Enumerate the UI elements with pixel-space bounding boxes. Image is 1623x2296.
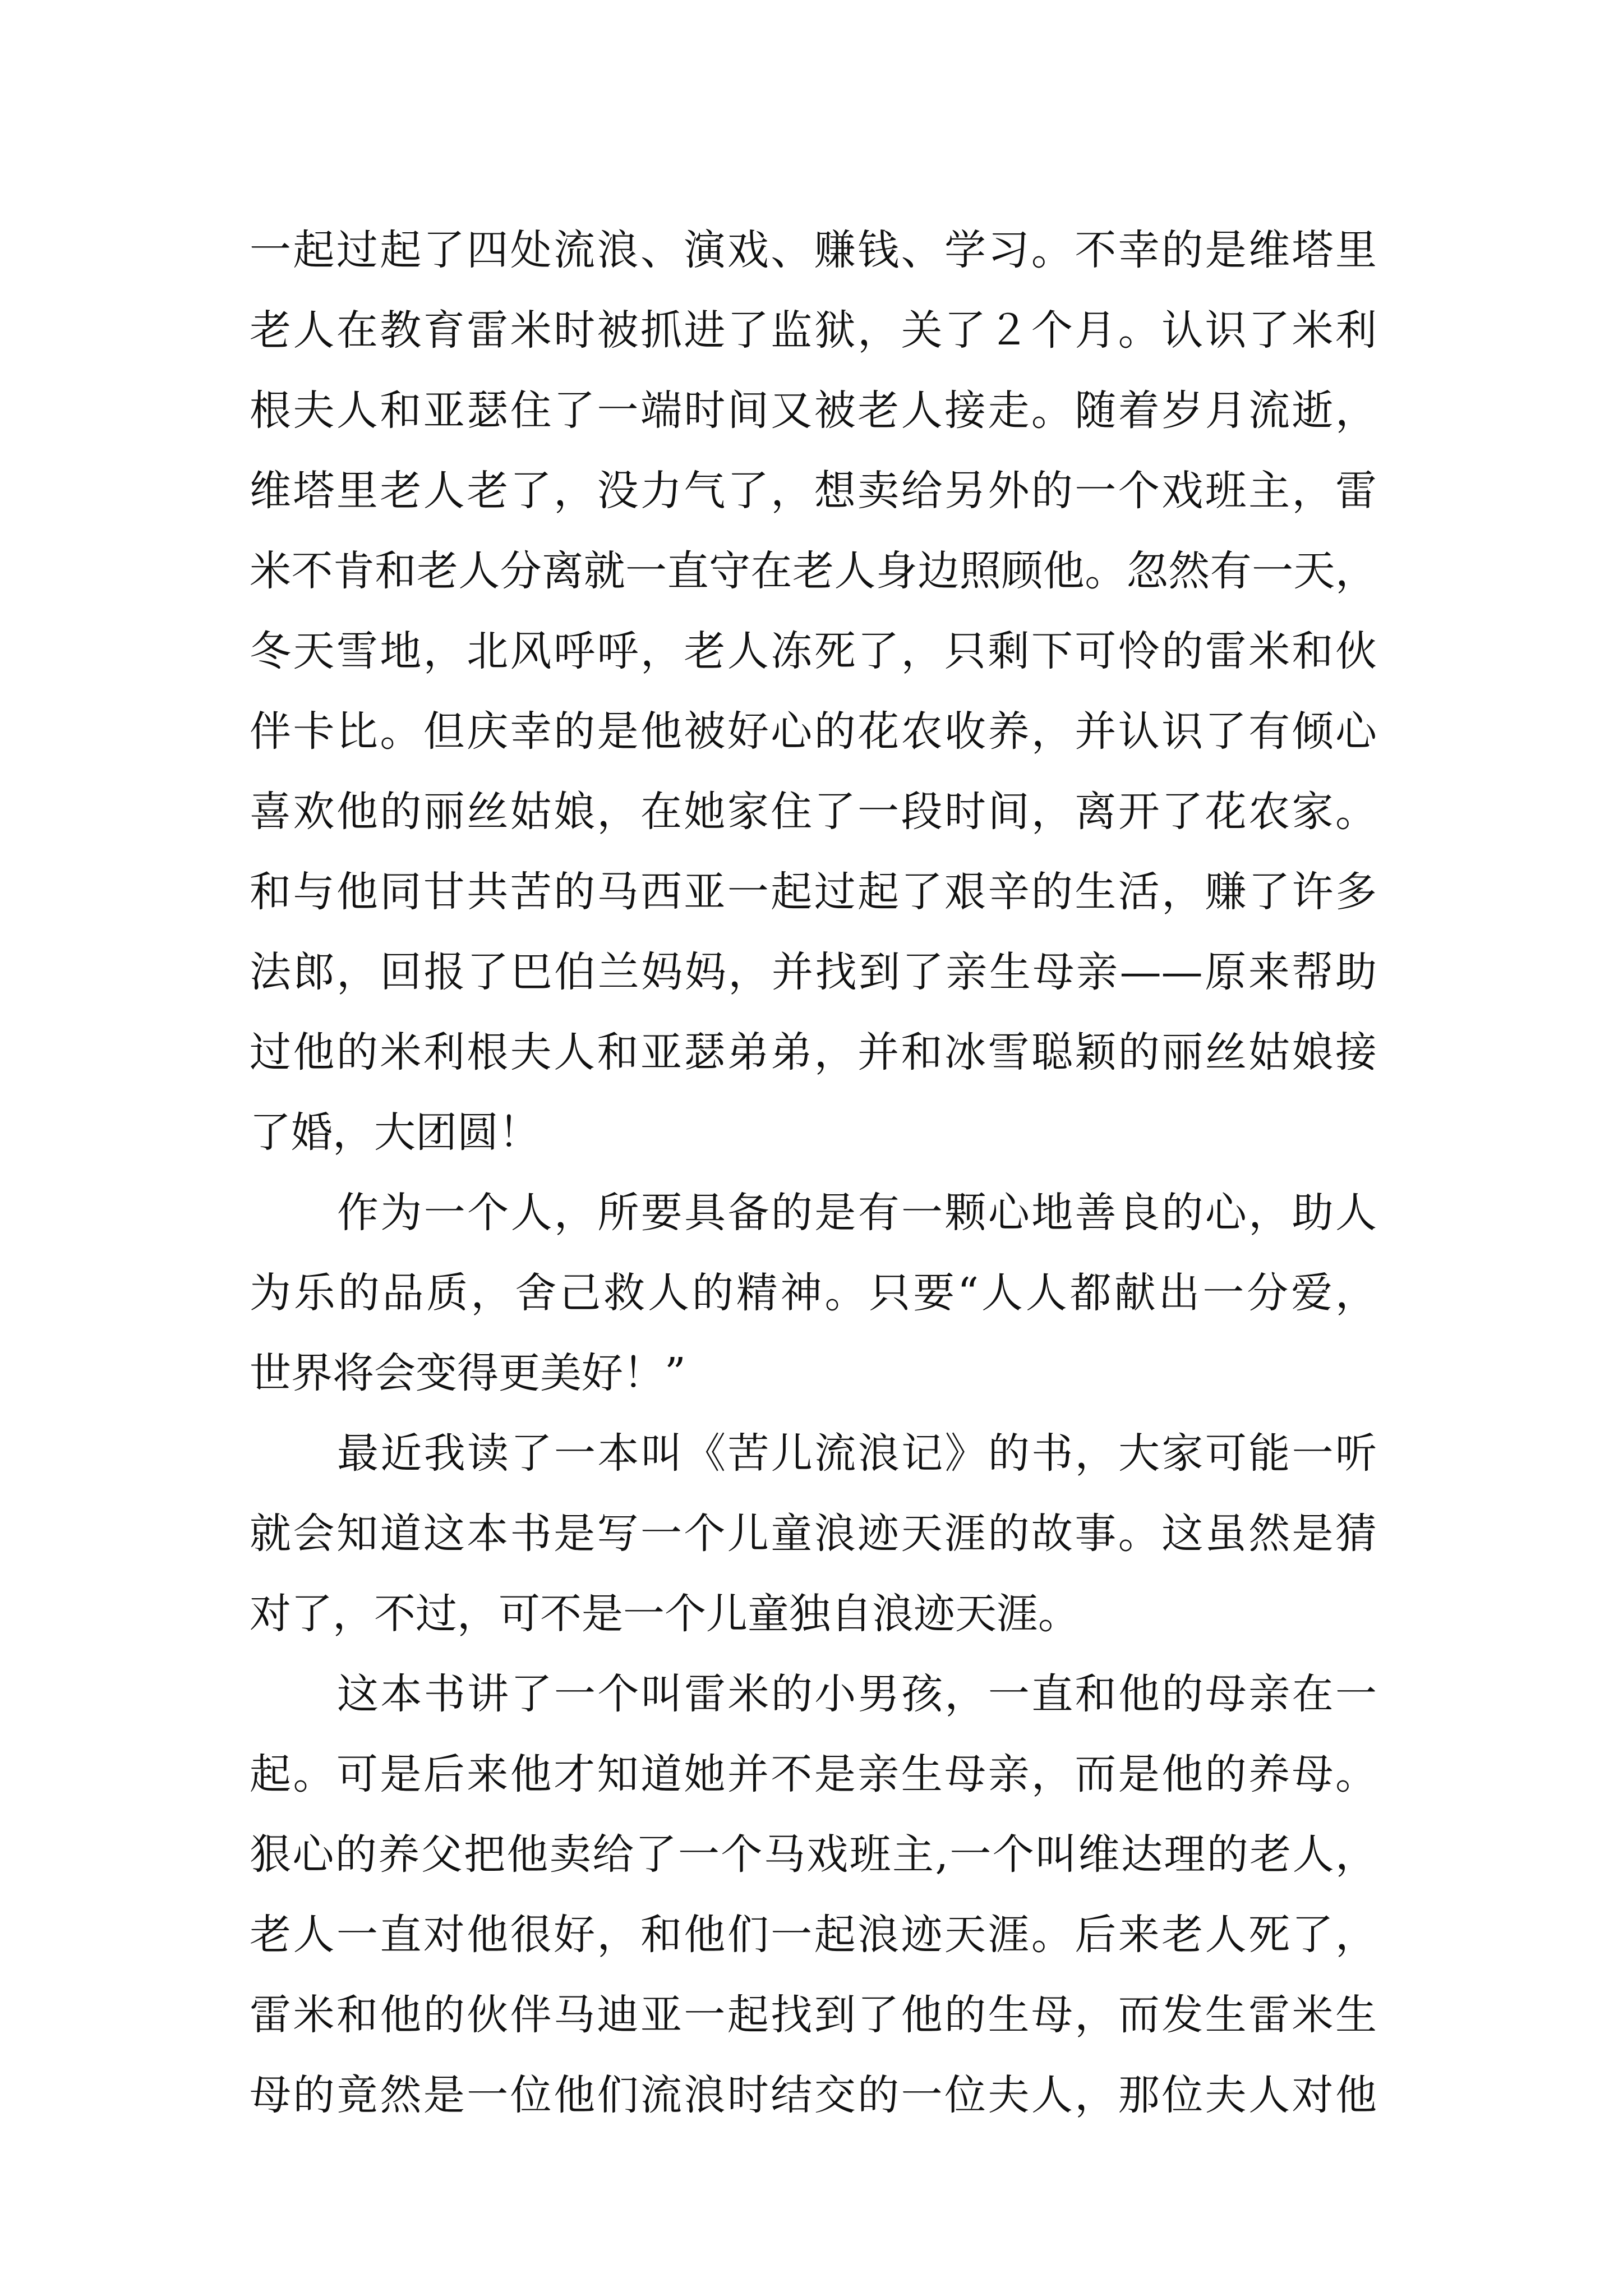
text-line: 过他的米利根夫人和亚瑟弟弟，并和冰雪聪颖的丽丝姑娘接 — [250, 1028, 1377, 1076]
text-line: 狠心的养父把他卖给了一个马戏班主,一个叫维达理的老人， — [250, 1830, 1377, 1879]
text-line: 就会知道这本书是写一个儿童浪迹天涯的故事。这虽然是猜 — [250, 1510, 1377, 1558]
text-line: 对了，不过，可不是一个儿童独自浪迹天涯。 — [250, 1590, 1080, 1638]
text-line: 作为一个人，所要具备的是有一颗心地善良的心，助人 — [337, 1189, 1377, 1237]
text-line: 米不肯和老人分离就一直守在老人身边照顾他。忽然有一天， — [250, 547, 1377, 595]
text-line: 维塔里老人老了，没力气了，想卖给另外的一个戏班主，雷 — [250, 467, 1377, 515]
text-line: 世界将会变得更美好！” — [250, 1349, 686, 1397]
text-line: 了婚，大团圆！ — [250, 1108, 540, 1157]
text-line: 起。可是后来他才知道她并不是亲生母亲，而是他的养母。 — [250, 1750, 1377, 1798]
text-line: 母的竟然是一位他们流浪时结交的一位夫人，那位夫人对他 — [250, 2071, 1377, 2119]
text-line: 法郎，回报了巴伯兰妈妈，并找到了亲生母亲——原来帮助 — [250, 948, 1377, 996]
text-line: 冬天雪地，北风呼呼，老人冻死了，只剩下可怜的雷米和伙 — [250, 627, 1377, 675]
text-line: 一起过起了四处流浪、演戏、赚钱、学习。不幸的是维塔里 — [250, 226, 1377, 274]
body-text — [250, 210, 1377, 2136]
text-line: 喜欢他的丽丝姑娘，在她家住了一段时间，离开了花农家。 — [250, 788, 1377, 836]
text-line: 老人在教育雷米时被抓进了监狱，关了２个月。认识了米利 — [250, 306, 1377, 355]
text-line: 和与他同甘共苦的马西亚一起过起了艰辛的生活，赚了许多 — [250, 868, 1377, 916]
text-line: 这本书讲了一个叫雷米的小男孩，一直和他的母亲在一 — [337, 1670, 1377, 1718]
text-line: 最近我读了一本叫《苦儿流浪记》的书，大家可能一听 — [337, 1429, 1377, 1478]
text-line: 为乐的品质，舍己救人的精神。只要“人人都献出一分爱， — [250, 1269, 1377, 1317]
text-line: 老人一直对他很好，和他们一起浪迹天涯。后来老人死了， — [250, 1911, 1377, 1959]
text-line: 雷米和他的伙伴马迪亚一起找到了他的生母，而发生雷米生 — [250, 1991, 1377, 2039]
text-line: 伴卡比。但庆幸的是他被好心的花农收养，并认识了有倾心 — [250, 707, 1377, 756]
text-line: 根夫人和亚瑟住了一端时间又被老人接走。随着岁月流逝， — [250, 386, 1377, 435]
